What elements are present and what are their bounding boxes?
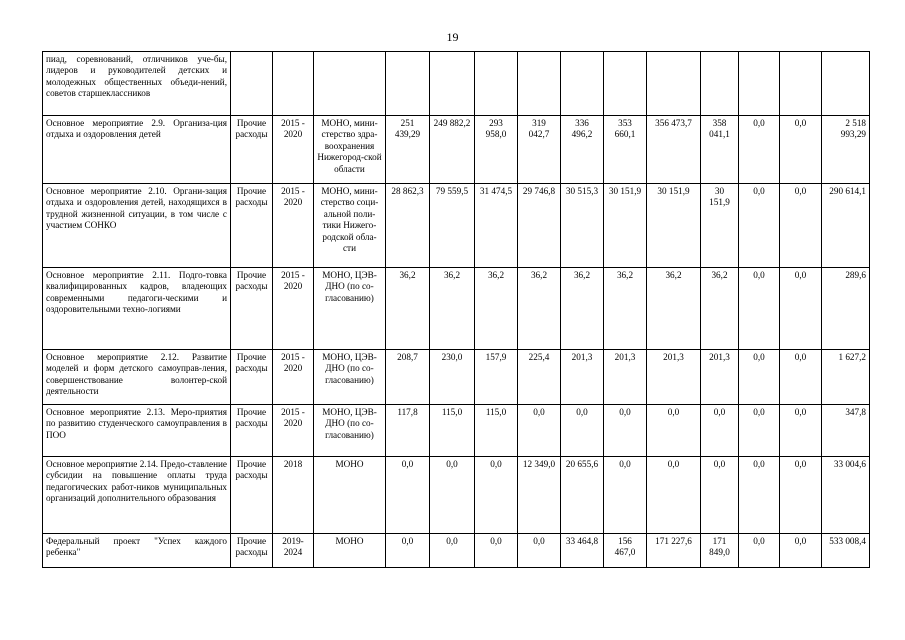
total-value: 1 627,2 bbox=[822, 350, 870, 405]
value-2017: 157,9 bbox=[475, 350, 518, 405]
table-row bbox=[43, 534, 870, 568]
value-2023: 0,0 bbox=[739, 405, 780, 457]
value-2020: 30 151,9 bbox=[604, 184, 647, 268]
value-2023: 0,0 bbox=[739, 116, 780, 184]
expense-type: Прочие расходы bbox=[231, 405, 273, 457]
value-2016: 0,0 bbox=[430, 457, 475, 534]
value-2024 bbox=[780, 52, 822, 116]
value-2015: 0,0 bbox=[386, 534, 430, 568]
table-row bbox=[43, 52, 870, 116]
value-2022: 171 849,0 bbox=[701, 534, 739, 568]
value-2019: 336 496,2 bbox=[561, 116, 604, 184]
value-2018 bbox=[518, 52, 561, 116]
value-2023: 0,0 bbox=[739, 350, 780, 405]
expense-type: Прочие расходы bbox=[231, 268, 273, 350]
value-2021: 356 473,7 bbox=[647, 116, 701, 184]
value-2023: 0,0 bbox=[739, 534, 780, 568]
value-2017: 115,0 bbox=[475, 405, 518, 457]
activity-description: Основное мероприятие 2.10. Органи-зация отдыха и оздоровления детей, находящихся в трудной жизненной ситуации, в том числе с участием СОНКО bbox=[43, 184, 231, 268]
value-2020 bbox=[604, 52, 647, 116]
value-2023: 0,0 bbox=[739, 184, 780, 268]
table-row bbox=[43, 268, 870, 350]
value-2016: 79 559,5 bbox=[430, 184, 475, 268]
expense-type: Прочие расходы bbox=[231, 457, 273, 534]
executor: МОНО bbox=[314, 534, 386, 568]
period: 2018 bbox=[273, 457, 314, 534]
value-2021 bbox=[647, 52, 701, 116]
period: 2015 - 2020 bbox=[273, 184, 314, 268]
value-2019: 30 515,3 bbox=[561, 184, 604, 268]
value-2020: 201,3 bbox=[604, 350, 647, 405]
value-2018: 29 746,8 bbox=[518, 184, 561, 268]
value-2023: 0,0 bbox=[739, 268, 780, 350]
total-value: 533 008,4 bbox=[822, 534, 870, 568]
table-row bbox=[43, 405, 870, 457]
value-2022 bbox=[701, 52, 739, 116]
value-2016 bbox=[430, 52, 475, 116]
value-2018: 319 042,7 bbox=[518, 116, 561, 184]
value-2017: 0,0 bbox=[475, 457, 518, 534]
total-value: 347,8 bbox=[822, 405, 870, 457]
value-2015: 117,8 bbox=[386, 405, 430, 457]
executor: МОНО, ЦЭВ-ДНО (по со-гласованию) bbox=[314, 405, 386, 457]
value-2022: 0,0 bbox=[701, 405, 739, 457]
value-2015: 28 862,3 bbox=[386, 184, 430, 268]
value-2016: 0,0 bbox=[430, 534, 475, 568]
page-number: 19 bbox=[446, 30, 459, 44]
value-2023: 0,0 bbox=[739, 457, 780, 534]
value-2019: 20 655,6 bbox=[561, 457, 604, 534]
value-2019: 36,2 bbox=[561, 268, 604, 350]
value-2016: 36,2 bbox=[430, 268, 475, 350]
value-2021: 0,0 bbox=[647, 457, 701, 534]
period: 2019-2024 bbox=[273, 534, 314, 568]
executor: МОНО, мини-стерство здра-воохранения Нижегород-ской области bbox=[314, 116, 386, 184]
table-row bbox=[43, 350, 870, 405]
activity-description: Основное мероприятие 2.9. Организа-ция отдыха и оздоровления детей bbox=[43, 116, 231, 184]
value-2024: 0,0 bbox=[780, 350, 822, 405]
value-2024: 0,0 bbox=[780, 534, 822, 568]
executor: МОНО bbox=[314, 457, 386, 534]
value-2017: 0,0 bbox=[475, 534, 518, 568]
value-2019 bbox=[561, 52, 604, 116]
value-2024: 0,0 bbox=[780, 457, 822, 534]
value-2020: 353 660,1 bbox=[604, 116, 647, 184]
value-2015: 251 439,29 bbox=[386, 116, 430, 184]
value-2019: 33 464,8 bbox=[561, 534, 604, 568]
expense-type bbox=[231, 52, 273, 116]
activity-description: Основное мероприятие 2.13. Меро-приятия по развитию студенческого самоуправления в ПОО bbox=[43, 405, 231, 457]
value-2022: 201,3 bbox=[701, 350, 739, 405]
value-2021: 171 227,6 bbox=[647, 534, 701, 568]
executor: МОНО, ЦЭВ-ДНО (по со-гласованию) bbox=[314, 268, 386, 350]
value-2017: 36,2 bbox=[475, 268, 518, 350]
activity-description: Федеральный проект "Успех каждого ребенка" bbox=[43, 534, 231, 568]
activity-description: пиад, соревнований, отличников уче-бы, лидеров и руководителей детских и молодежных общественных объеди-нений, советов старшеклассников bbox=[43, 52, 231, 116]
value-2022: 36,2 bbox=[701, 268, 739, 350]
value-2024: 0,0 bbox=[780, 405, 822, 457]
period: 2015 - 2020 bbox=[273, 268, 314, 350]
executor: МОНО, мини-стерство соци-альной поли-тики Нижего-родской обла-сти bbox=[314, 184, 386, 268]
table-row bbox=[43, 457, 870, 534]
value-2015: 0,0 bbox=[386, 457, 430, 534]
value-2015: 36,2 bbox=[386, 268, 430, 350]
executor bbox=[314, 52, 386, 116]
value-2016: 230,0 bbox=[430, 350, 475, 405]
value-2017 bbox=[475, 52, 518, 116]
total-value bbox=[822, 52, 870, 116]
total-value: 290 614,1 bbox=[822, 184, 870, 268]
executor: МОНО, ЦЭВ-ДНО (по со-гласованию) bbox=[314, 350, 386, 405]
table-row bbox=[43, 184, 870, 268]
value-2018: 36,2 bbox=[518, 268, 561, 350]
period bbox=[273, 52, 314, 116]
expense-type: Прочие расходы bbox=[231, 534, 273, 568]
value-2023 bbox=[739, 52, 780, 116]
expense-type: Прочие расходы bbox=[231, 116, 273, 184]
value-2015: 208,7 bbox=[386, 350, 430, 405]
value-2020: 36,2 bbox=[604, 268, 647, 350]
value-2022: 30 151,9 bbox=[701, 184, 739, 268]
period: 2015 - 2020 bbox=[273, 350, 314, 405]
expense-type: Прочие расходы bbox=[231, 184, 273, 268]
value-2019: 0,0 bbox=[561, 405, 604, 457]
value-2022: 358 041,1 bbox=[701, 116, 739, 184]
activity-description: Основное мероприятие 2.14. Предо-ставление субсидии на повышение оплаты труда педагогических работ-ников муниципальных организаций дополнительного образования bbox=[43, 457, 231, 534]
value-2020: 0,0 bbox=[604, 457, 647, 534]
activity-description: Основное мероприятие 2.11. Подго-товка квалифицированных кадров, владеющих современными педагоги-ческими и оздоровительными техно-логиями bbox=[43, 268, 231, 350]
total-value: 33 004,6 bbox=[822, 457, 870, 534]
value-2024: 0,0 bbox=[780, 268, 822, 350]
value-2018: 0,0 bbox=[518, 534, 561, 568]
expense-type: Прочие расходы bbox=[231, 350, 273, 405]
table-row bbox=[43, 116, 870, 184]
value-2018: 12 349,0 bbox=[518, 457, 561, 534]
value-2024: 0,0 bbox=[780, 184, 822, 268]
value-2018: 225,4 bbox=[518, 350, 561, 405]
budget-table bbox=[42, 51, 870, 568]
value-2016: 115,0 bbox=[430, 405, 475, 457]
value-2019: 201,3 bbox=[561, 350, 604, 405]
value-2021: 201,3 bbox=[647, 350, 701, 405]
value-2021: 0,0 bbox=[647, 405, 701, 457]
value-2016: 249 882,2 bbox=[430, 116, 475, 184]
activity-description: Основное мероприятие 2.12. Развитие моделей и форм детского самоуправ-ления, совершенствование волонтер-ской деятельности bbox=[43, 350, 231, 405]
value-2015 bbox=[386, 52, 430, 116]
total-value: 2 518 993,29 bbox=[822, 116, 870, 184]
value-2024: 0,0 bbox=[780, 116, 822, 184]
value-2017: 31 474,5 bbox=[475, 184, 518, 268]
value-2018: 0,0 bbox=[518, 405, 561, 457]
value-2022: 0,0 bbox=[701, 457, 739, 534]
value-2021: 36,2 bbox=[647, 268, 701, 350]
period: 2015 - 2020 bbox=[273, 405, 314, 457]
total-value: 289,6 bbox=[822, 268, 870, 350]
period: 2015 - 2020 bbox=[273, 116, 314, 184]
value-2020: 156 467,0 bbox=[604, 534, 647, 568]
value-2020: 0,0 bbox=[604, 405, 647, 457]
value-2017: 293 958,0 bbox=[475, 116, 518, 184]
value-2021: 30 151,9 bbox=[647, 184, 701, 268]
